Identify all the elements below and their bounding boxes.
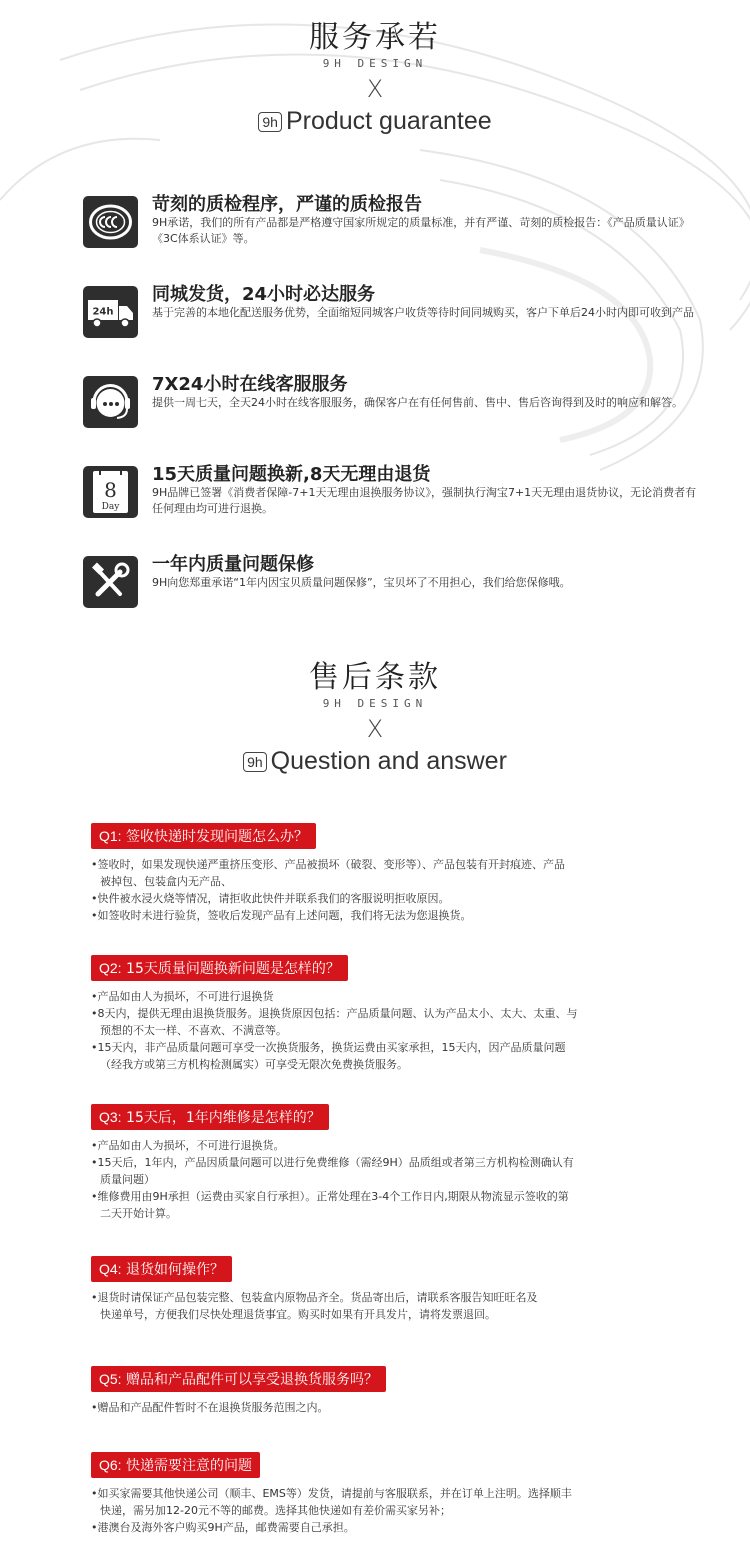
- aftersale-header: [0, 660, 750, 776]
- answer-line: •退货时请保证产品包装完整、包装盒内原物品齐全。货品寄出后，请联系客服告知旺旺名及: [91, 1291, 538, 1304]
- feature-title: 苛刻的质检程序，严谨的质检报告: [152, 194, 422, 215]
- feature-title: 7X24小时在线客服服务: [152, 374, 348, 395]
- question-bar: [91, 1104, 329, 1130]
- question-text: 15天后，1年内维修是怎样的？: [126, 1110, 321, 1126]
- question-number: Q4:: [99, 1261, 122, 1277]
- feature-same-city-delivery: [83, 280, 703, 340]
- answer-line: 快递，需另加12-20元不等的邮费。选择其他快递如有差价需买家另补；: [100, 1504, 451, 1517]
- answer-line: •产品如由人为损坏，不可进行退换货: [91, 990, 274, 1003]
- feature-desc: 9H向您郑重承诺“1年内因宝贝质量问题保修”，宝贝坏了不用担心，我们给您保修哦。: [152, 576, 571, 589]
- service-subtitle-row: [0, 107, 750, 136]
- brand-wordmark: 9H DESIGN: [322, 697, 428, 710]
- feature-online-service: [83, 370, 703, 430]
- answer-line: •如签收时未进行验货，签收后发现产品有上述问题，我们将无法为您退换货。: [91, 909, 472, 922]
- truck-24h-label: 24h: [92, 306, 114, 318]
- answer-line: •产品如由人为损坏，不可进行退换货。: [91, 1139, 285, 1152]
- feature-title: 一年内质量问题保修: [152, 554, 314, 575]
- question-bar: [91, 955, 348, 981]
- question-number: Q2:: [99, 960, 122, 976]
- aftersale-subtitle: Question and answer: [270, 747, 507, 775]
- feature-warranty: [83, 550, 703, 610]
- question-text: 快递需要注意的问题: [126, 1458, 253, 1474]
- service-header: [0, 20, 750, 136]
- question-bar: [91, 1366, 386, 1392]
- cross-mark: X: [366, 715, 384, 743]
- calendar-day-label: Day: [101, 502, 120, 512]
- answer-line: •15天内，非产品质量问题可享受一次换货服务，换货运费由买家承担，15天内，因产品质量问题: [91, 1041, 566, 1054]
- answer-line: •15天后，1年内，产品因质量问题可以进行免费维修（需经9H）品质组或者第三方机构检测确认有: [91, 1156, 574, 1169]
- answer-line: •签收时，如果发现快递严重挤压变形、产品被损坏（破裂、变形等）、产品包装有开封痕迹、产品: [91, 858, 565, 871]
- feature-return-policy: [83, 460, 703, 520]
- repair-tools-icon: [83, 556, 138, 608]
- answer-list: [91, 856, 691, 924]
- brand-badge: 9h: [243, 752, 267, 772]
- answer-line: 预想的不太一样、不喜欢、不满意等。: [100, 1024, 287, 1037]
- feature-quality-check: [83, 190, 703, 250]
- answer-list: [91, 1485, 691, 1536]
- question-number: Q5:: [99, 1371, 122, 1387]
- feature-title: 15天质量问题换新,8天无理由退货: [152, 464, 431, 485]
- question-text: 签收快递时发现问题怎么办？: [126, 829, 309, 845]
- answer-line: （经我方或第三方机构检测属实）可享受无限次免费换货服务。: [100, 1058, 408, 1071]
- qa-item-6: [91, 1452, 691, 1536]
- question-bar: [91, 823, 316, 849]
- feature-desc: 9H品牌已签署《消费者保障-7+1天无理由退换服务协议》，强制执行淘宝7+1天无理由退货协议，无论消费者有任何理由均可进行退换。: [152, 486, 697, 515]
- brand-wordmark: 9H DESIGN: [322, 57, 428, 70]
- service-title: 服务承若: [309, 20, 441, 55]
- delivery-truck-24h-icon: [83, 286, 138, 338]
- customer-service-headset-icon: [83, 376, 138, 428]
- qa-item-5: [91, 1366, 691, 1416]
- cross-mark: X: [366, 75, 384, 103]
- answer-list: [91, 1289, 691, 1323]
- answer-line: 质量问题）: [100, 1173, 155, 1186]
- question-text: 退货如何操作？: [126, 1262, 225, 1278]
- feature-desc: 基于完善的本地化配送服务优势，全面缩短同城客户收货等待时间同城购买，客户下单后24小时内即可收到产品: [152, 306, 694, 319]
- qa-item-2: [91, 955, 691, 1073]
- question-number: Q3:: [99, 1109, 122, 1125]
- answer-line: 被掉包、包装盒内无产品、: [100, 875, 232, 888]
- answer-line: 快递单号，方便我们尽快处理退货事宜。购买时如果有开具发片，请将发票退回。: [100, 1308, 496, 1321]
- aftersale-subtitle-row: [0, 747, 750, 776]
- service-subtitle: Product guarantee: [285, 107, 492, 135]
- answer-list: [91, 988, 691, 1073]
- qa-item-1: [91, 823, 691, 924]
- answer-line: •如买家需要其他快递公司（顺丰、EMS等）发货，请提前与客服联系，并在订单上注明。选择顺丰: [91, 1487, 572, 1500]
- aftersale-title: 售后条款: [309, 660, 441, 695]
- answer-list: [91, 1137, 691, 1222]
- answer-line: •快件被水浸火烧等情况，请拒收此快件并联系我们的客服说明拒收原因。: [91, 892, 450, 905]
- ccc-certification-icon: [83, 196, 138, 248]
- answer-line: •8天内，提供无理由退换货服务。退换货原因包括：产品质量问题、认为产品太小、太大、太重、与: [91, 1007, 578, 1020]
- answer-list: [91, 1399, 691, 1416]
- question-text: 赠品和产品配件可以享受退换货服务吗？: [126, 1372, 379, 1388]
- feature-title: 同城发货，24小时必达服务: [152, 284, 376, 305]
- calendar-8-day-icon: [83, 466, 138, 518]
- answer-line: 二天开始计算。: [100, 1207, 177, 1220]
- answer-line: •维修费用由9H承担（运费由买家自行承担）。正常处理在3-4个工作日内,期限从物流显示签收的第: [91, 1190, 569, 1203]
- question-text: 15天质量问题换新问题是怎样的？: [126, 961, 340, 977]
- calendar-number: 8: [104, 478, 117, 502]
- question-number: Q6:: [99, 1457, 122, 1473]
- answer-line: •港澳台及海外客户购买9H产品，邮费需要自己承担。: [91, 1521, 355, 1534]
- qa-item-4: [91, 1256, 691, 1323]
- feature-desc: 9H承诺，我们的所有产品都是严格遵守国家所规定的质量标准，并有严谨、苛刻的质检报告：《产品质量认证》《3C体系认证》等。: [152, 216, 690, 245]
- answer-line: •赠品和产品配件暂时不在退换货服务范围之内。: [91, 1401, 329, 1414]
- question-number: Q1:: [99, 828, 122, 844]
- feature-desc: 提供一周七天，全天24小时在线客服服务，确保客户在有任何售前、售中、售后咨询得到及时的响应和解答。: [152, 396, 683, 409]
- qa-item-3: [91, 1104, 691, 1222]
- question-bar: [91, 1452, 260, 1478]
- brand-badge: 9h: [258, 112, 282, 132]
- question-bar: [91, 1256, 232, 1282]
